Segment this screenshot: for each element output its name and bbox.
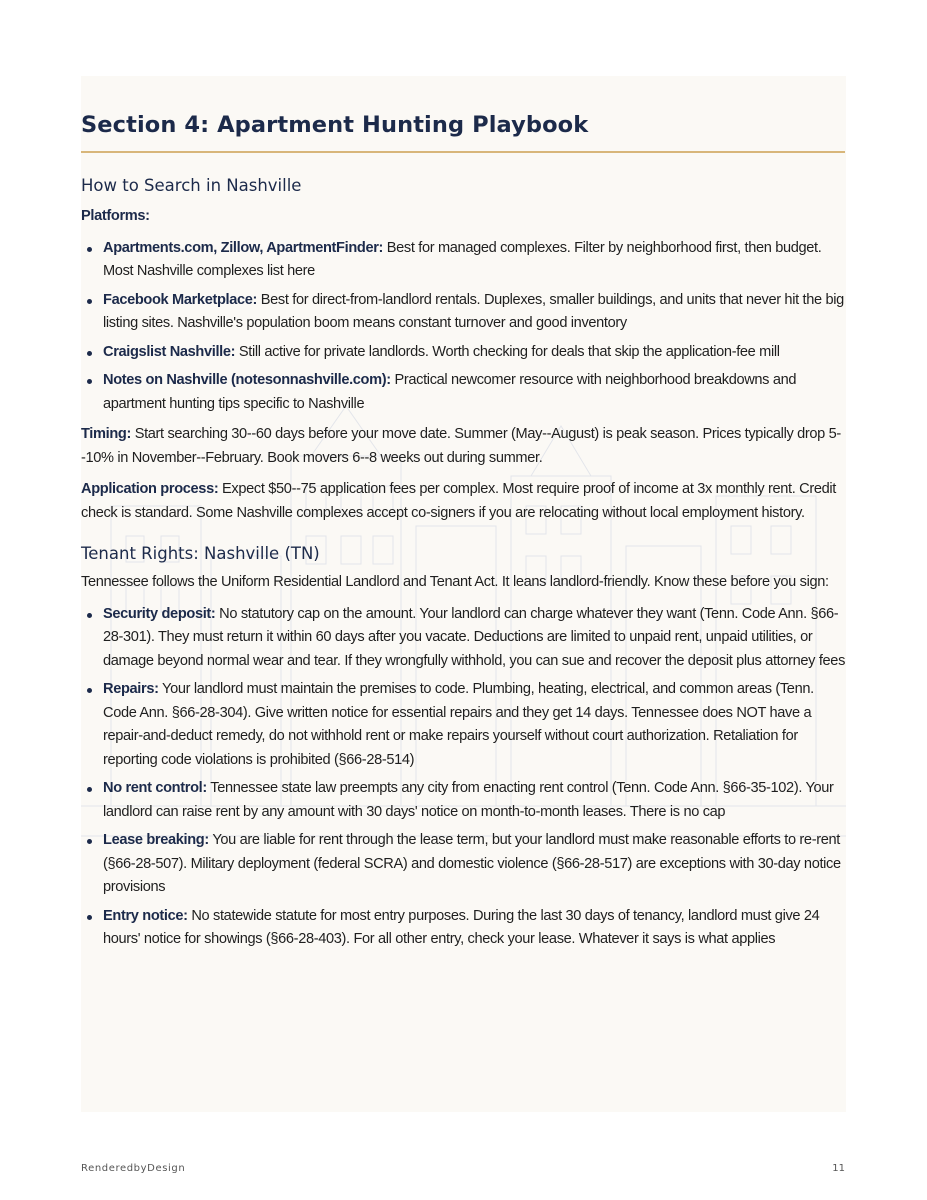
list-item: Lease breaking: You are liable for rent through the lease term, but your landlord must make reasonable efforts to re-rent (§66-28-507). Military deployment (federal SCRA) and domestic violence (§66-28-517) are exceptions with 30-day notice provisions [103,829,846,900]
platforms-list [81,237,846,417]
page-title: Section 4: Apartment Hunting Playbook [81,112,589,138]
title-divider [81,151,845,153]
document-content [81,110,846,952]
search-heading: How to Search in Nashville [81,176,302,195]
list-item: Craigslist Nashville: Still active for private landlords. Worth checking for deals that skip the application-fee mill [103,341,846,365]
list-item: Entry notice: No statewide statute for most entry purposes. During the last 30 days of tenancy, landlord must give 24 hours' notice for showings (§66-28-403). For all other entry, check your lease. Whatever it says is what applies [103,905,846,952]
page-number: 11 [832,1163,845,1174]
rights-heading: Tenant Rights: Nashville (TN) [81,544,320,563]
rights-intro: Tennessee follows the Uniform Residential Landlord and Tenant Act. It leans landlord-friendly. Know these before you sign: [81,574,829,590]
list-item: Security deposit: No statutory cap on the amount. Your landlord can charge whatever they want (Tenn. Code Ann. §66-28-301). They must return it within 60 days after you vacate. Deductions are limited to unpaid rent, unpaid utilities, or damage beyond normal wear and tear. If they wrongfully withhold, you can sue and recover the deposit plus attorney fees [103,603,846,674]
list-item: Facebook Marketplace: Best for direct-from-landlord rentals. Duplexes, smaller buildings, and units that never hit the big listing sites. Nashville's population boom means constant turnover and good inventory [103,289,846,336]
platforms-label: Platforms: [81,208,150,224]
list-item: No rent control: Tennessee state law preempts any city from enacting rent control (Tenn. Code Ann. §66-35-102). Your landlord can raise rent by any amount with 30 days' notice on month-to-month leases. There is no cap [103,777,846,824]
application-paragraph: Application process: Expect $50--75 application fees per complex. Most require proof of income at 3x monthly rent. Credit check is standard. Some Nashville complexes accept co-signers if you are relocating without local employment history. [81,481,836,521]
timing-paragraph: Timing: Start searching 30--60 days before your move date. Summer (May--August) is peak season. Prices typically drop 5--10% in November--February. Book movers 6--8 weeks out during summer. [81,426,841,466]
rights-list [81,603,846,952]
footer-brand: RenderedbyDesign [81,1163,186,1174]
list-item: Notes on Nashville (notesonnashville.com): Practical newcomer resource with neighborhood breakdowns and apartment hunting tips specific to Nashville [103,369,846,416]
list-item: Repairs: Your landlord must maintain the premises to code. Plumbing, heating, electrical, and common areas (Tenn. Code Ann. §66-28-304). Give written notice for essential repairs and they get 14 days. Tennessee does NOT have a repair-and-deduct remedy, do not withhold rent or make repairs yourself without court authorization. Retaliation for reporting code violations is prohibited (§66-28-514) [103,678,846,772]
list-item: Apartments.com, Zillow, ApartmentFinder: Best for managed complexes. Filter by neighborhood first, then budget. Most Nashville complexes list here [103,237,846,284]
